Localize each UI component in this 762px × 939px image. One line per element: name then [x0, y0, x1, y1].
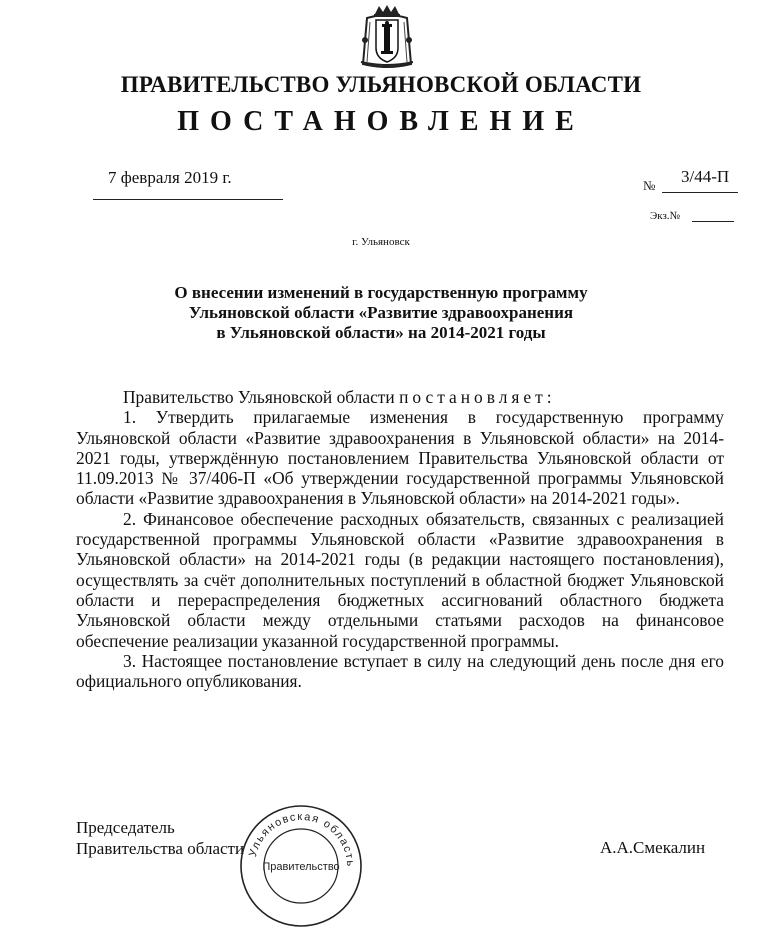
preamble-text: Правительство Ульяновской области: [123, 387, 400, 407]
paragraph-1: 1. Утвердить прилагаемые изменения в государственную программу Ульяновской области «Развитие здравоохранения в Ульяновской области» на 2014-2021 годы, утверждённую постановлением Правительства Ульяновской области от 11.09.2013 № 37/406-П «Об утверждении государственной программы Ульяновской области «Развитие здравоохранения в Ульяновской области» на 2014-2021 годы».: [76, 407, 724, 509]
signatory-position: [76, 817, 244, 859]
paragraph-2: 2. Финансовое обеспечение расходных обязательств, связанных с реализацией государственной программы Ульяновской области «Развитие здравоохранения в Ульяновской области» на 2014-2021 годы (в редакции настоящего постановления), осуществлять за счёт дополнительных поступлений в областной бюджет Ульяновской области и перераспределения бюджетных ассигнований областного бюджета Ульяновской области между отдельными статьями расходов на финансовое обеспечение реализации указанной государственной программы.: [76, 508, 724, 651]
document-subject: [120, 283, 642, 343]
seal-ring-text: Ульяновская область: [246, 810, 357, 868]
city-name: г. Ульяновск: [352, 236, 410, 248]
signatory-name: А.А.Смекалин: [600, 838, 706, 857]
official-seal: [238, 803, 364, 929]
document-type-title: ПОСТАНОВЛЕНИЕ: [177, 106, 585, 137]
copy-number-label: Экз.№: [650, 210, 681, 222]
preamble-verb: постановляет:: [399, 387, 556, 407]
government-name: ПРАВИТЕЛЬСТВО УЛЬЯНОВСКОЙ ОБЛАСТИ: [120, 72, 642, 97]
number-underline: [662, 192, 738, 193]
subject-line: О внесении изменений в государственную программу: [174, 283, 588, 302]
position-line: Правительства области: [76, 839, 245, 858]
document-number: 3/44-П: [681, 167, 730, 186]
copy-number-underline: [692, 221, 734, 222]
subject-line: Ульяновской области «Развитие здравоохранения: [188, 303, 574, 322]
subject-line: в Ульяновской области» на 2014-2021 годы: [216, 323, 546, 342]
coat-of-arms-emblem: [357, 4, 417, 70]
number-sign: №: [643, 178, 656, 193]
position-line: Председатель: [76, 818, 175, 837]
seal-center-text: Правительство: [262, 861, 340, 873]
preamble: [76, 387, 724, 407]
date-underline: [93, 199, 283, 200]
document-date: 7 февраля 2019 г.: [108, 168, 232, 187]
document-body: [76, 387, 724, 691]
paragraph-3: 3. Настоящее постановление вступает в силу на следующий день после дня его официального опубликования.: [76, 650, 724, 692]
